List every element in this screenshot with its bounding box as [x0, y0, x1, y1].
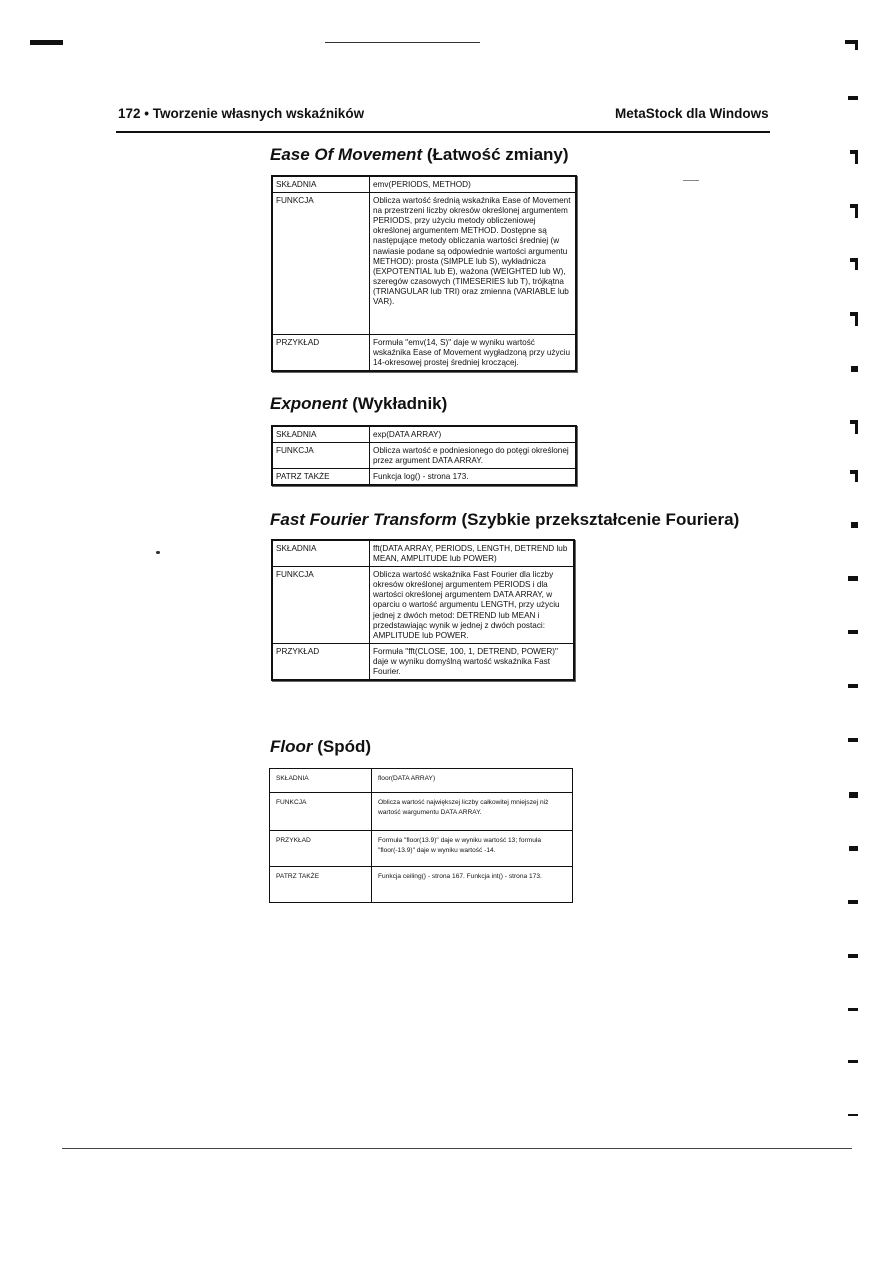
table-row: [270, 831, 573, 867]
section-title-fast-fourier-transform: [270, 510, 739, 530]
row-label: PRZYKŁAD: [272, 643, 370, 680]
scan-edge-mark: [855, 150, 858, 164]
scan-edge-mark: [848, 96, 858, 100]
row-text: Oblicza wartość e podniesionego do potęgi określonej przez argument DATA ARRAY.: [370, 443, 577, 469]
row-label: FUNKCJA: [270, 793, 372, 831]
row-label: PRZYKŁAD: [272, 335, 370, 372]
row-label: FUNKCJA: [272, 567, 370, 644]
row-text: Formuła "floor(13.9)" daje w wyniku wartość 13; formuła "floor(-13.9)" daje w wyniku wartość -14.: [372, 831, 573, 867]
row-text: exp(DATA ARRAY): [370, 426, 577, 443]
row-text: Funkcja ceiling() - strona 167. Funkcja int() - strona 173.: [372, 867, 573, 903]
table-row: [270, 769, 573, 793]
row-text: fft(DATA ARRAY, PERIODS, LENGTH, DETREND lub MEAN, AMPLITUDE lub POWER): [370, 540, 575, 567]
title-en: Floor: [270, 737, 313, 756]
row-text: Formuła "fft(CLOSE, 100, 1, DETREND, POWER)" daje w wyniku domyślną wartość wskaźnika Fast Fourier.: [370, 643, 575, 680]
table-row: [272, 193, 576, 335]
title-en: Exponent: [270, 394, 348, 413]
scan-edge-mark: [855, 470, 858, 482]
row-text: Oblicza wartość wskaźnika Fast Fourier dla liczby okresów określonej argumentem PERIODS i dla wartości określonej argumentem DATA ARRAY, w oparciu o wartość argumentu LENGTH, przy użyciu jednej z dwóch metod: DETREND lub MEAN i przedstawiając wynik w jednej z dwóch postaci: AMPLITUDE lub POWER.: [370, 567, 575, 644]
footer-rule: [62, 1148, 852, 1149]
table-row: [270, 793, 573, 831]
row-text: Formuła "emv(14, S)" daje w wyniku wartość wskaźnika Ease of Movement wygładzoną przy użyciu 14-okresowej prostej średniej kroczącej.: [370, 335, 577, 372]
row-text: Oblicza wartość średnią wskaźnika Ease of Movement na przestrzeni liczby okresów określonej argumentem PERIODS, przy użyciu metody obliczeniowej określonej argumentem METHOD. Dostępne są następujące metody obliczania wartości średniej (w nawiasie podane są odpowiednie wartości argumentu METHOD): prosta (SIMPLE lub S), wykładnicza (EXPOTENTIAL lub E), ważona (WEIGHTED lub W), szeregów czasowych (TIMESERIES lub T), trójkątna (TRIANGULAR lub TRI) oraz zmienna (VARIABLE lub VAR).: [370, 193, 577, 335]
table-row: [272, 426, 576, 443]
row-label: SKŁADNIA: [270, 769, 372, 793]
title-en: Fast Fourier Transform: [270, 510, 457, 529]
scan-edge-mark: [855, 258, 858, 270]
title-pl: (Wykładnik): [352, 394, 448, 413]
title-en: Ease Of Movement: [270, 145, 423, 164]
scan-edge-mark: [855, 420, 858, 434]
table-row: [272, 567, 574, 644]
title-pl: (Łatwość zmiany): [426, 145, 569, 164]
section-title-exponent: [270, 394, 447, 414]
table-floor: [269, 768, 573, 903]
running-header-left: 172 • Tworzenie własnych wskaźników: [118, 106, 365, 121]
title-pl: (Spód): [317, 737, 372, 756]
title-pl: (Szybkie przekształcenie Fouriera): [461, 510, 740, 529]
scan-dash: [683, 180, 699, 181]
table-row: [272, 469, 576, 486]
table-row: [272, 335, 576, 372]
table-row: [270, 867, 573, 903]
row-text: Funkcja log() - strona 173.: [370, 469, 577, 486]
scan-mark: [30, 40, 63, 45]
scan-edge-mark: [848, 954, 858, 958]
table-row: [272, 176, 576, 193]
row-text: floor(DATA ARRAY): [372, 769, 573, 793]
scan-dot: [156, 551, 160, 554]
table-row: [272, 643, 574, 680]
row-label: PATRZ TAKŻE: [272, 469, 370, 486]
section-title-floor: [270, 737, 371, 757]
row-label: SKŁADNIA: [272, 426, 370, 443]
scan-edge-mark: [855, 40, 858, 50]
scan-edge-mark: [849, 846, 858, 851]
table-row: [272, 540, 574, 567]
top-rule: [325, 42, 480, 43]
table-ease-of-movement: [271, 175, 577, 372]
row-text: Oblicza wartość największej liczby całkowitej mniejszej niż wartość wargumentu DATA ARRAY.: [372, 793, 573, 831]
scan-edge-mark: [848, 1114, 858, 1116]
header-rule: [116, 131, 770, 133]
scan-edge-mark: [848, 630, 858, 634]
section-title-ease-of-movement: [270, 145, 569, 165]
table-fast-fourier-transform: [271, 539, 575, 681]
scan-edge-mark: [848, 684, 858, 688]
row-label: SKŁADNIA: [272, 540, 370, 567]
scan-edge-mark: [851, 522, 858, 528]
row-text: emv(PERIODS, METHOD): [370, 176, 577, 193]
row-label: FUNKCJA: [272, 443, 370, 469]
table-row: [272, 443, 576, 469]
scan-edge-mark: [849, 792, 858, 798]
scan-edge-mark: [848, 1008, 858, 1011]
table-exponent: [271, 425, 577, 486]
scan-edge-mark: [848, 1060, 858, 1063]
running-header-right: MetaStock dla Windows: [615, 106, 769, 121]
row-label: PATRZ TAKŻE: [270, 867, 372, 903]
scan-edge-mark: [851, 366, 858, 372]
scan-edge-mark: [855, 204, 858, 218]
scan-edge-mark: [848, 576, 858, 581]
scan-edge-mark: [855, 312, 858, 326]
row-label: FUNKCJA: [272, 193, 370, 335]
row-label: SKŁADNIA: [272, 176, 370, 193]
row-label: PRZYKŁAD: [270, 831, 372, 867]
scan-edge-mark: [848, 738, 858, 742]
scan-edge-mark: [848, 900, 858, 904]
